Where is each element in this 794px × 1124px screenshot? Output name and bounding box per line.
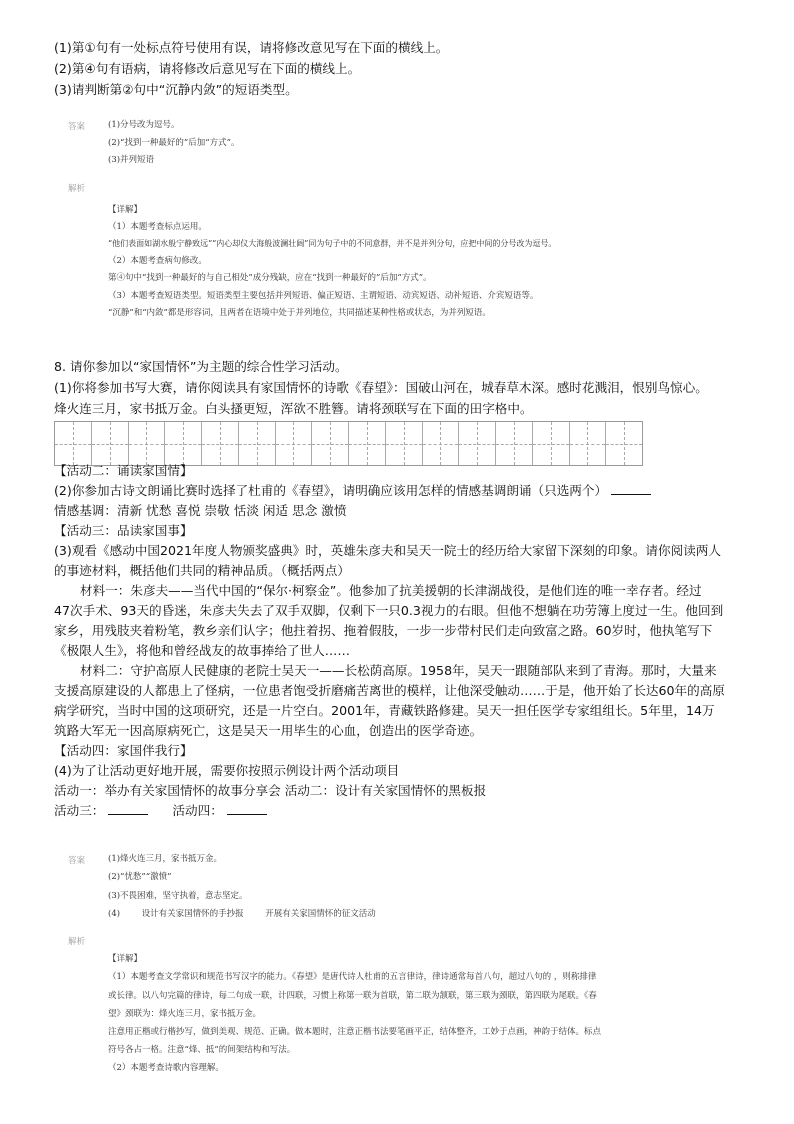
activity-heading: 【活动二：诵读家国情】 bbox=[54, 463, 193, 478]
q8-line: 活动一：举办有关家国情怀的故事分享会 活动二：设计有关家国情怀的黑板报 bbox=[54, 783, 487, 798]
q7-line: (3)请判断第②句中“沉静内敛”的短语类型。 bbox=[54, 82, 298, 97]
answer-blank[interactable] bbox=[611, 482, 651, 495]
material-line: 47次手术、93天的昏迷，朱彦夫失去了双手双脚，仅剩下一只0.3视力的右眼。但他不想躺在功劳簿上度过一生。他回到 bbox=[54, 603, 724, 618]
q8-line: (2)你参加古诗文朗诵比赛时选择了杜甫的《春望》，请明确应该用怎样的情感基调朗诵（只选两个） bbox=[54, 481, 651, 501]
analysis-line: 或长律。以八句完篇的律诗，每二句成一联，计四联，习惯上称第一联为首联，第二联为颔联，第三联为颈联，第四联为尾联。《春 bbox=[108, 991, 597, 1001]
activity-heading: 【活动四：家国伴我行】 bbox=[54, 743, 193, 758]
q8-line: 烽火连三月，家书抵万金。白头搔更短，浑欲不胜簪。请将颈联写在下面的田字格中。 bbox=[54, 401, 533, 416]
answer-line: (4) 设计有关家国情怀的手抄报 开展有关家国情怀的征文活动 bbox=[108, 909, 376, 919]
material-line: 病学研究，当时中国的这项研究，还是一片空白。2001年，青藏铁路修建。吴天一担任医学专家组组长。5年里，14万 bbox=[54, 703, 715, 718]
material-line: 《极限人生》，将他和曾经战友的故事捧给了世人…… bbox=[54, 643, 350, 658]
analysis-line: （3）本题考查短语类型。短语类型主要包括并列短语、偏正短语、主谓短语、动宾短语、动补短语、介宾短语等。 bbox=[108, 291, 539, 301]
activity3-blank[interactable] bbox=[108, 802, 148, 815]
analysis-line: 符号各占一格。注意“烽、抵”的间架结构和写法。 bbox=[108, 1045, 296, 1055]
analysis-label: 解析 bbox=[68, 937, 86, 947]
material-line: 材料一：朱彦夫——当代中国的“保尔·柯察金”。他参加了抗美援朝的长津湖战役，是他们连的唯一幸存者。经过 bbox=[80, 583, 702, 598]
analysis-line: “他们表面如湖水般宁静致远”“内心却仪大海般波澜壮阔”同为句子中的不同意群，并不是并列分句，应把中间的分号改为逗号。 bbox=[108, 239, 557, 248]
answer-label: 答案 bbox=[68, 856, 86, 866]
analysis-line: “沉静”和“内敛”都是形容词，且两者在语境中处于并列地位，共同描述某种性格或状态，为并列短语。 bbox=[108, 308, 491, 318]
material-line: 家乡，用残肢夹着粉笔，教乡亲们认字；他拄着拐、拖着假肢，一步一步带村民们走向致富之路。60岁时，他执笔写下 bbox=[54, 623, 713, 638]
analysis-line: 望》颈联为：烽火连三月，家书抵万金。 bbox=[108, 1009, 262, 1019]
activity-heading: 【活动三：品读家国事】 bbox=[54, 523, 193, 538]
answer-label: 答案 bbox=[68, 122, 86, 132]
analysis-line: 注意用正楷或行楷抄写，做到美观、规范、正确。做本题时，注意正楷书法要笔画平正，结体整齐，工妙于点画，神韵于结体。标点 bbox=[108, 1027, 602, 1037]
analysis-line: （1）本题考查标点运用。 bbox=[108, 222, 207, 232]
analysis-line: （1）本题考查文学常识和规范书写汉字的能力。《春望》是唐代诗人杜甫的五言律诗，律诗通常每首八句，超过八句的 ，则称排律 bbox=[108, 972, 597, 982]
analysis-line: 【详解】 bbox=[108, 954, 143, 964]
answer-line: (1)分号改为逗号。 bbox=[108, 120, 180, 130]
q8-line: 的事迹材料，概括他们共同的精神品质。（概括两点） bbox=[54, 563, 350, 578]
q8-line: (1)你将参加书写大赛，请你阅读具有家国情怀的诗歌《春望》：国破山河在，城春草木深。感时花溅泪，恨别鸟惊心。 bbox=[54, 380, 708, 395]
answer-line: (2)“忧愁”“激愤” bbox=[108, 872, 172, 882]
q7-line: (1)第①句有一处标点符号使用有误，请将修改意见写在下面的横线上。 bbox=[54, 40, 449, 55]
q8-line: (4)为了让活动更好地开展，需要你按照示例设计两个活动项目 bbox=[54, 763, 400, 778]
q7-line: (2)第④句有语病，请将修改后意见写在下面的横线上。 bbox=[54, 61, 361, 76]
material-line: 支援高原建设的人都患上了怪病，一位患者饱受折磨痛苦离世的模样，让他深受触动……于是，他开始了长达60年的高原 bbox=[54, 683, 725, 698]
material-line: 筑路大军无一因高原病死亡，这是吴天一用毕生的心血，创造出的医学奇迹。 bbox=[54, 723, 483, 738]
answer-line: (3)并列短语 bbox=[108, 155, 155, 165]
answer-line: (3)不畏困难，坚守执着，意志坚定。 bbox=[108, 891, 248, 901]
analysis-line: （2）本题考查病句修改。 bbox=[108, 256, 207, 266]
analysis-label: 解析 bbox=[68, 184, 86, 194]
q8-line: 情感基调：清新 忧愁 喜悦 崇敬 恬淡 闲适 思念 激愤 bbox=[54, 503, 347, 518]
material-line: 材料二：守护高原人民健康的老院士吴天一——长松荫高原。1958年，吴天一跟随部队来到了青海。那时，大量来 bbox=[80, 663, 717, 678]
analysis-line: （2）本题考查诗歌内容理解。 bbox=[108, 1063, 224, 1073]
q8-line: (3)观看《感动中国2021年度人物颁奖盛典》时，英雄朱彦夫和吴天一院士的经历给大家留下深刻的印象。请你阅读两人 bbox=[54, 543, 721, 558]
activity4-blank[interactable] bbox=[227, 802, 267, 815]
answer-line: (1)烽火连三月，家书抵万金。 bbox=[108, 854, 223, 864]
analysis-line: 【详解】 bbox=[108, 205, 143, 215]
q8-line: 活动三： 活动四： bbox=[54, 801, 267, 821]
q8-line: 8. 请你参加以“家国情怀”为主题的综合性学习活动。 bbox=[54, 359, 348, 374]
answer-line: (2)“找到一种最好的”后加“方式”。 bbox=[108, 138, 240, 148]
analysis-line: 第④句中“找到一种最好的与自己相处”成分残缺，应在“找到一种最好的”后加“方式”。 bbox=[108, 273, 432, 283]
tianzige-grid[interactable] bbox=[54, 421, 643, 466]
